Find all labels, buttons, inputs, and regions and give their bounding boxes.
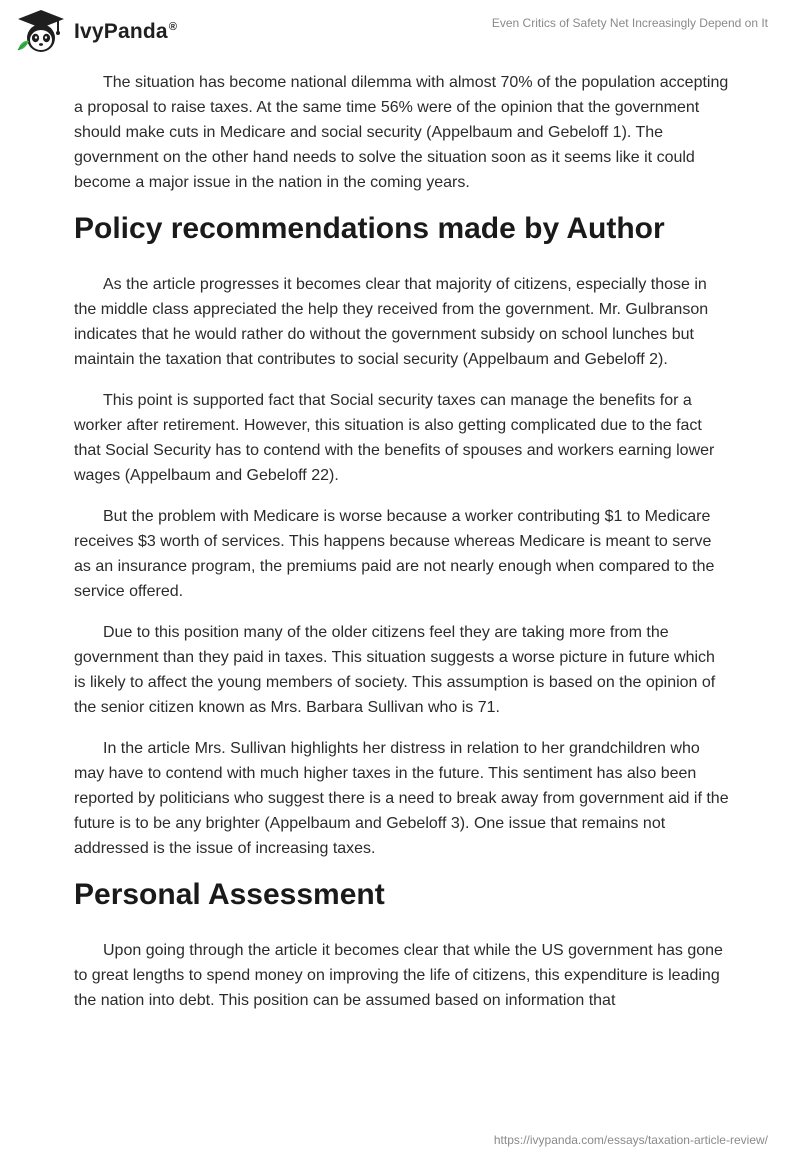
- section-heading-policy: Policy recommendations made by Author: [74, 212, 665, 245]
- paragraph: In the article Mrs. Sullivan highlights her distress in relation to her grandchildren who may have to contend with much higher taxes in the future. This sentiment has also been reported by politicians who suggest there is a need to break away from government aid if the future is to be any brighter (Appelbaum and Gebeloff 3). One issue that remains not addressed is the issue of increasing taxes.: [74, 740, 729, 857]
- footer-url-link[interactable]: https://ivypanda.com/essays/taxation-article-review/: [493, 1133, 768, 1147]
- ivypanda-logo[interactable]: [14, 8, 177, 56]
- paragraph: The situation has become national dilemma with almost 70% of the population accepting a proposal to raise taxes. At the same time 56% were of the opinion that the government should make cuts in Medicare and social security (Appelbaum and Gebeloff 1). The government on the other hand needs to solve the situation soon as it seems like it could become a major issue in the nation in the coming years.: [74, 74, 729, 191]
- registered-mark: ®: [168, 21, 178, 33]
- paragraph: But the problem with Medicare is worse because a worker contributing $1 to Medicare receives $3 worth of services. This happens because whereas Medicare is meant to serve as an insurance program, the premiums paid are not nearly enough when compared to the service offered.: [74, 508, 715, 600]
- paragraph: Upon going through the article it becomes clear that while the US government has gone to great lengths to spend money on improving the life of citizens, this expenditure is leading the nation into debt. This position can be assumed based on information that: [74, 942, 723, 1009]
- page-header: [0, 0, 800, 64]
- document-title: Even Critics of Safety Net Increasingly Depend on It: [491, 16, 768, 30]
- brand-name: IvyPanda®: [74, 20, 178, 43]
- paragraph: This point is supported fact that Social security taxes can manage the benefits for a worker after retirement. However, this situation is also getting complicated due to the fact that Social Security has to contend with the benefits of spouses and workers earning lower wages (Appelbaum and Gebeloff 22).: [74, 392, 715, 484]
- article-body: [74, 70, 730, 1029]
- panda-graduate-icon: [14, 8, 68, 56]
- section-heading-assessment: Personal Assessment: [74, 878, 385, 911]
- paragraph: As the article progresses it becomes clear that majority of citizens, especially those in the middle class appreciated the help they received from the government. Mr. Gulbranson indicates that he would rather do without the government subsidy on school lunches but maintain the taxation that contributes to social security (Appelbaum and Gebeloff 2).: [74, 276, 709, 368]
- paragraph: Due to this position many of the older citizens feel they are taking more from the government than they paid in taxes. This situation suggests a worse picture in future which is likely to affect the young members of society. This assumption is based on the opinion of the senior citizen known as Mrs. Barbara Sullivan who is 71.: [74, 624, 716, 716]
